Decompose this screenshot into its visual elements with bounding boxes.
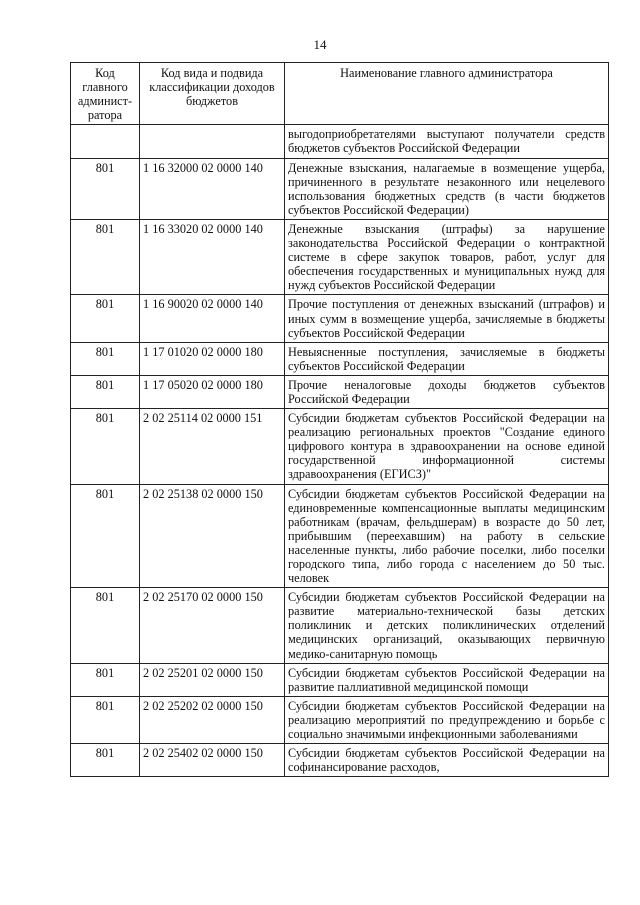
admin-name-cell: Невыясненные поступления, зачисляемые в бюджеты субъектов Российской Федерации bbox=[285, 342, 609, 375]
table-row bbox=[71, 696, 609, 743]
table-row bbox=[71, 342, 609, 375]
revenue-code-cell: 2 02 25202 02 0000 150 bbox=[140, 696, 285, 743]
admin-name-cell: Субсидии бюджетам субъектов Российской Федерации на реализацию региональных проектов "Создание единого цифрового контура в здравоохранении на основе единой государственной информационной системы здравоохранения (ЕГИСЗ)" bbox=[285, 409, 609, 484]
admin-name-cell: Денежные взыскания, налагаемые в возмещение ущерба, причиненного в результате незаконного или нецелевого использования бюджетных средств (в части бюджетов субъектов Российской Федерации) bbox=[285, 158, 609, 219]
revenue-code-cell: 1 17 05020 02 0000 180 bbox=[140, 375, 285, 408]
admin-code-cell: 801 bbox=[71, 663, 140, 696]
revenue-code-cell: 2 02 25170 02 0000 150 bbox=[140, 588, 285, 663]
admin-name-cell: Денежные взыскания (штрафы) за нарушение законодательства Российской Федерации о контрактной системе в сфере закупок товаров, работ, услуг для обеспечения государственных и муниципальных нужд для нужд субъектов Российской Федерации bbox=[285, 219, 609, 294]
table-row bbox=[71, 295, 609, 342]
admin-code-cell: 801 bbox=[71, 158, 140, 219]
table-row bbox=[71, 375, 609, 408]
revenue-code-cell: 2 02 25201 02 0000 150 bbox=[140, 663, 285, 696]
table-row bbox=[71, 219, 609, 294]
revenue-code-cell: 1 16 33020 02 0000 140 bbox=[140, 219, 285, 294]
table-row bbox=[71, 158, 609, 219]
table-row bbox=[71, 588, 609, 663]
page-number: 14 bbox=[313, 37, 327, 52]
table-row bbox=[71, 484, 609, 588]
admin-code-cell: 801 bbox=[71, 588, 140, 663]
admin-code-cell: 801 bbox=[71, 375, 140, 408]
table-row bbox=[71, 663, 609, 696]
administrator-table bbox=[70, 62, 609, 777]
admin-name-cell: выгодоприобретателями выступают получатели средств бюджетов субъектов Российской Федерации bbox=[285, 125, 609, 158]
admin-name-cell: Прочие поступления от денежных взысканий (штрафов) и иных сумм в возмещение ущерба, зачисляемые в бюджеты субъектов Российской Федерации bbox=[285, 295, 609, 342]
revenue-code-cell: 2 02 25138 02 0000 150 bbox=[140, 484, 285, 588]
revenue-code-cell: 2 02 25114 02 0000 151 bbox=[140, 409, 285, 484]
admin-name-cell: Прочие неналоговые доходы бюджетов субъектов Российской Федерации bbox=[285, 375, 609, 408]
header-admin-name: Наименование главного администратора bbox=[285, 63, 609, 125]
revenue-code-cell: 1 17 01020 02 0000 180 bbox=[140, 342, 285, 375]
admin-code-cell bbox=[71, 125, 140, 158]
admin-name-cell: Субсидии бюджетам субъектов Российской Федерации на софинансирование расходов, bbox=[285, 744, 609, 777]
admin-code-cell: 801 bbox=[71, 484, 140, 588]
table-row bbox=[71, 744, 609, 777]
admin-code-cell: 801 bbox=[71, 409, 140, 484]
admin-name-cell: Субсидии бюджетам субъектов Российской Федерации на развитие паллиативной медицинской помощи bbox=[285, 663, 609, 696]
header-admin-code: Код главного админист-ратора bbox=[71, 63, 140, 125]
admin-code-cell: 801 bbox=[71, 744, 140, 777]
table-row bbox=[71, 125, 609, 158]
admin-code-cell: 801 bbox=[71, 342, 140, 375]
admin-code-cell: 801 bbox=[71, 219, 140, 294]
admin-name-cell: Субсидии бюджетам субъектов Российской Федерации на реализацию мероприятий по предупреждению и борьбе с социально значимыми инфекционными заболеваниями bbox=[285, 696, 609, 743]
admin-name-cell: Субсидии бюджетам субъектов Российской Федерации на единовременные компенсационные выплаты медицинским работникам (врачам, фельдшерам) в возрасте до 50 лет, прибывшим (переехавшим) на работу в сельские населенные пункты, либо рабочие поселки, либо поселки городского типа, либо города с населением до 50 тыс. человек bbox=[285, 484, 609, 588]
table-row bbox=[71, 409, 609, 484]
header-revenue-code: Код вида и подвида классификации доходов бюджетов bbox=[140, 63, 285, 125]
table-header-row bbox=[71, 63, 609, 125]
admin-code-cell: 801 bbox=[71, 295, 140, 342]
admin-name-cell: Субсидии бюджетам субъектов Российской Федерации на развитие материально-технической базы детских поликлиник и детских поликлинических отделений медицинских организаций, оказывающих первичную медико-санитарную помощь bbox=[285, 588, 609, 663]
admin-code-cell: 801 bbox=[71, 696, 140, 743]
revenue-code-cell bbox=[140, 125, 285, 158]
revenue-code-cell: 1 16 90020 02 0000 140 bbox=[140, 295, 285, 342]
revenue-code-cell: 2 02 25402 02 0000 150 bbox=[140, 744, 285, 777]
revenue-code-cell: 1 16 32000 02 0000 140 bbox=[140, 158, 285, 219]
